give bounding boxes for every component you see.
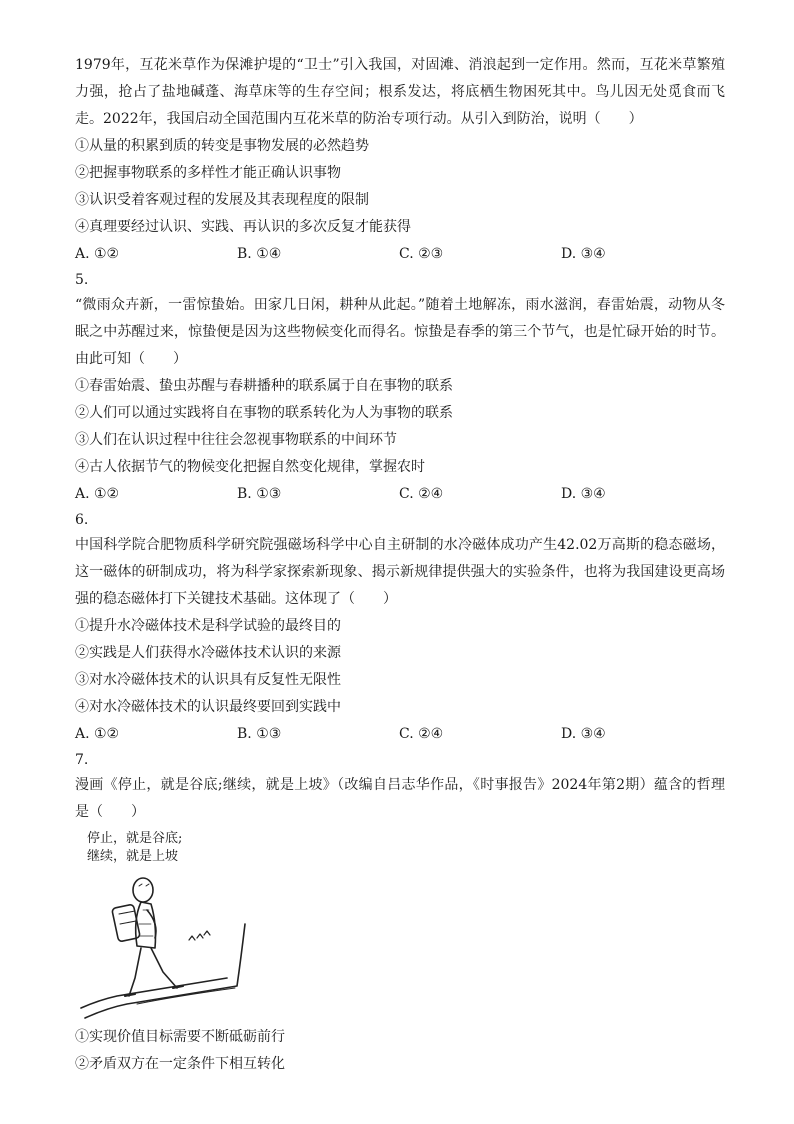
cartoon-figure bbox=[77, 828, 247, 1024]
q5-choices bbox=[75, 481, 725, 508]
q5-option-2: ②人们可以通过实践将自在事物的联系转化为人为事物的联系 bbox=[75, 405, 453, 421]
q7-stem: 漫画《停止，就是谷底;继续，就是上坡》（改编自吕志华作品，《时事报告》2024年第2期）蕴含的哲理是（ ） bbox=[75, 777, 725, 820]
cartoon-caption-1: 停止，就是谷底; bbox=[87, 831, 183, 846]
q4-stem: 1979年，互花米草作为保滩护堤的“卫士”引入我国，对固滩、消浪起到一定作用。然而，互花米草繁殖力强，抢占了盐地碱蓬、海草床等的生存空间；根系发达，将底栖生物困死其中。鸟儿因无处觅食而飞走。2022年，我国启动全国范围内互花米草的防治专项行动。从引入到防治，说明（ ） bbox=[75, 57, 725, 127]
page-content bbox=[75, 52, 725, 1078]
q5-choice-c[interactable]: C. ②④ bbox=[399, 486, 444, 502]
q6-option-4: ④对水冷磁体技术的认识最终要回到实践中 bbox=[75, 699, 341, 715]
q5-option-3: ③人们在认识过程中往往会忽视事物联系的中间环节 bbox=[75, 432, 397, 448]
q6-choice-a[interactable]: A. ①② bbox=[75, 726, 120, 742]
q6-choice-c[interactable]: C. ②④ bbox=[399, 726, 444, 742]
climbing-man-illustration bbox=[77, 828, 247, 1024]
q6-option-1: ①提升水冷磁体技术是科学试验的最终目的 bbox=[75, 618, 341, 634]
q4-option-1: ①从量的积累到质的转变是事物发展的必然趋势 bbox=[75, 138, 369, 154]
q4-option-3: ③认识受着客观过程的发展及其表现程度的限制 bbox=[75, 192, 369, 208]
q4-choice-b[interactable]: B. ①④ bbox=[237, 246, 282, 262]
q5-stem: “微雨众卉新，一雷惊蛰始。田家几日闲，耕种从此起。”随着土地解冻，雨水滋润，春雷始震，动物从冬眠之中苏醒过来，惊蛰便是因为这些物候变化而得名。惊蛰是春季的第三个节气，也是忙碌开始的时节。由此可知（ ） bbox=[75, 297, 725, 367]
q4-choices bbox=[75, 241, 725, 268]
q7-option-2: ②矛盾双方在一定条件下相互转化 bbox=[75, 1056, 285, 1072]
q7-option-1: ①实现价值目标需要不断砥砺前行 bbox=[75, 1029, 285, 1045]
q5-option-1: ①春雷始震、蛰虫苏醒与春耕播种的联系属于自在事物的联系 bbox=[75, 378, 453, 394]
q4-choice-c[interactable]: C. ②③ bbox=[399, 246, 444, 262]
q4-option-4: ④真理要经过认识、实践、再认识的多次反复才能获得 bbox=[75, 219, 411, 235]
q7-number: 7. bbox=[75, 752, 89, 768]
q4-choice-a[interactable]: A. ①② bbox=[75, 246, 120, 262]
q5-choice-b[interactable]: B. ①③ bbox=[237, 486, 282, 502]
q5-choice-a[interactable]: A. ①② bbox=[75, 486, 120, 502]
q4-option-2: ②把握事物联系的多样性才能正确认识事物 bbox=[75, 165, 341, 181]
q4-choice-d[interactable]: D. ③④ bbox=[561, 246, 606, 262]
q6-option-2: ②实践是人们获得水冷磁体技术认识的来源 bbox=[75, 645, 341, 661]
q6-stem: 中国科学院合肥物质科学研究院强磁场科学中心自主研制的水冷磁体成功产生42.02万高斯的稳态磁场，这一磁体的研制成功，将为科学家探索新现象、揭示新规律提供强大的实验条件，也将为我国建设更高场强的稳态磁体打下关键技术基础。这体现了（ ） bbox=[75, 537, 725, 607]
q5-option-4: ④古人依据节气的物候变化把握自然变化规律，掌握农时 bbox=[75, 459, 425, 475]
q5-number: 5. bbox=[75, 272, 89, 288]
q6-choice-b[interactable]: B. ①③ bbox=[237, 726, 282, 742]
q5-choice-d[interactable]: D. ③④ bbox=[561, 486, 606, 502]
q6-number: 6. bbox=[75, 512, 89, 528]
q6-option-3: ③对水冷磁体技术的认识具有反复性无限性 bbox=[75, 672, 341, 688]
q6-choice-d[interactable]: D. ③④ bbox=[561, 726, 606, 742]
q6-choices bbox=[75, 721, 725, 748]
cartoon-caption-2: 继续，就是上坡 bbox=[87, 849, 179, 864]
